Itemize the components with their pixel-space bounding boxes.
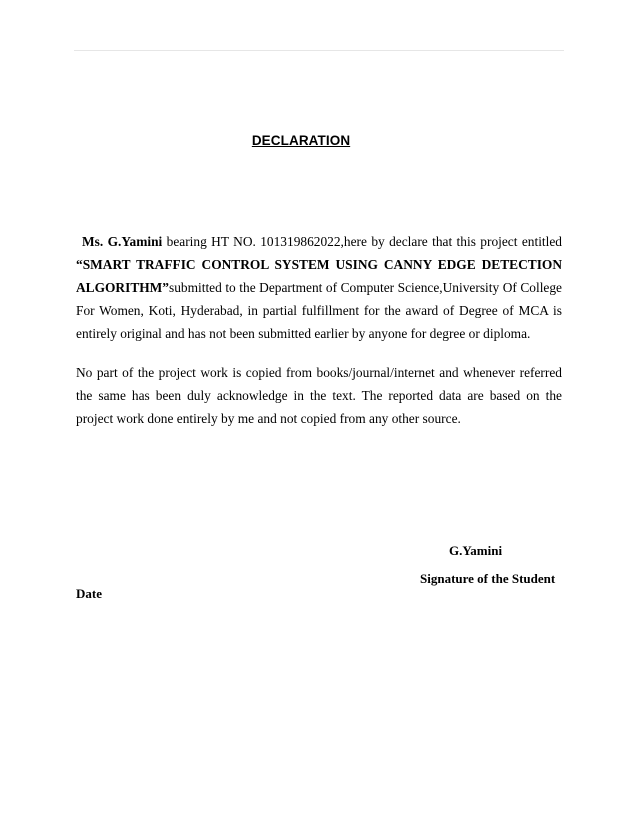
project-title: “SMART TRAFFIC CONTROL SYSTEM USING CANNY EDGE DETECTION ALGORITHM” bbox=[76, 257, 562, 295]
date-label: Date bbox=[76, 586, 102, 601]
originality-paragraph: No part of the project work is copied from books/journal/internet and whenever referred the same has been duly acknowledge in the text. The reported data are based on the project work done entirely by me and not copied from any other source. bbox=[76, 365, 562, 426]
declaration-text-a: bearing HT NO. 101319862022,here by declare that this project entitled bbox=[162, 234, 562, 249]
header-divider bbox=[74, 50, 564, 51]
declaration-paragraph bbox=[76, 230, 562, 345]
signature-name: G.Yamini bbox=[449, 543, 503, 558]
page-title: DECLARATION bbox=[251, 133, 351, 148]
declaration-text-b: submitted to the Department of Computer Science,University Of College For Women, Koti, Hyderabad, in partial fulfillment for the award of Degree of MCA is entirely original and has not been submitted earlier by anyone for degree or diploma. bbox=[76, 280, 562, 341]
signature-label: Signature of the Student bbox=[420, 571, 556, 586]
student-name: Ms. G.Yamini bbox=[82, 234, 163, 249]
